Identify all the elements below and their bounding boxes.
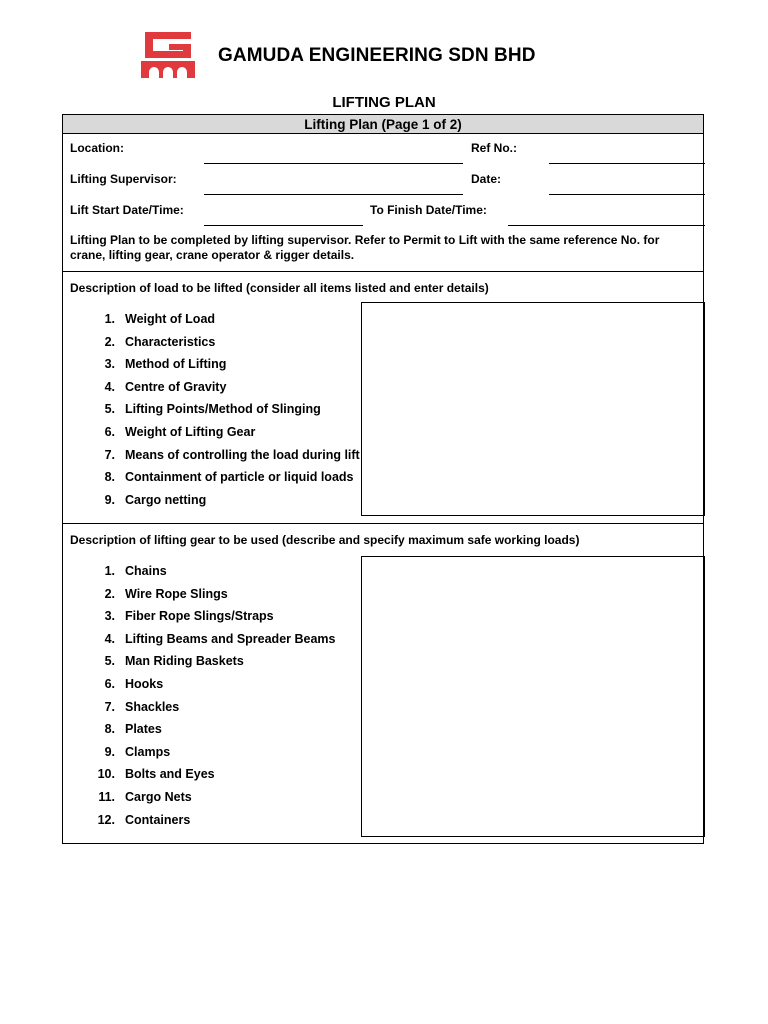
list-item <box>91 721 335 744</box>
ref-no-label: Ref No.: <box>471 141 517 155</box>
instruction-note: Lifting Plan to be completed by lifting supervisor. Refer to Permit to Lift with the same reference No. for crane, lifting gear, crane operator & rigger details. <box>70 233 660 262</box>
date-label: Date: <box>471 172 502 186</box>
list-item <box>91 334 360 357</box>
list-item-text: Wire Rope Slings <box>125 586 228 601</box>
gear-section-title: Description of lifting gear to be used (describe and specify maximum safe working loads) <box>70 533 580 547</box>
lifting-supervisor-label: Lifting Supervisor: <box>70 172 177 186</box>
list-item-number: 10. <box>97 767 115 782</box>
list-item-number: 7. <box>104 447 115 462</box>
list-item-text: Weight of Load <box>125 312 216 326</box>
location-field[interactable] <box>204 163 463 164</box>
list-item <box>91 676 335 699</box>
list-item <box>91 401 360 424</box>
list-item-number: 4. <box>104 631 115 646</box>
list-item-text: Clamps <box>125 744 171 759</box>
list-item-number: 1. <box>104 564 115 578</box>
date-field[interactable] <box>549 194 705 195</box>
lifting-supervisor-field[interactable] <box>204 194 463 195</box>
list-item-text: Man Riding Baskets <box>125 654 244 669</box>
list-item <box>91 424 360 447</box>
list-item-text: Fiber Rope Slings/Straps <box>125 609 274 624</box>
list-item-number: 4. <box>104 379 115 394</box>
list-item-text: Plates <box>125 722 162 737</box>
list-item <box>91 653 335 676</box>
form-header: Lifting Plan (Page 1 of 2) <box>63 115 703 134</box>
list-item <box>91 744 335 767</box>
list-item <box>91 608 335 631</box>
to-finish-field[interactable] <box>508 225 705 226</box>
list-item-text: Containment of particle or liquid loads <box>125 470 354 485</box>
list-item <box>91 699 335 722</box>
ref-no-field[interactable] <box>549 163 705 164</box>
list-item-number: 5. <box>104 402 115 417</box>
list-item-text: Containers <box>125 812 191 827</box>
location-label: Location: <box>70 141 124 155</box>
divider <box>63 523 703 524</box>
list-item-text: Cargo Nets <box>125 789 192 804</box>
list-item-text: Centre of Gravity <box>125 379 227 394</box>
list-item-text: Characteristics <box>125 334 216 349</box>
list-item <box>91 812 335 835</box>
list-item-number: 2. <box>104 334 115 349</box>
gear-details-box[interactable] <box>361 556 705 837</box>
list-item-text: Method of Lifting <box>125 357 227 372</box>
list-item <box>91 789 335 812</box>
list-item-text: Weight of Lifting Gear <box>125 424 256 439</box>
list-item-text: Shackles <box>125 699 180 714</box>
lifting-plan-form <box>62 114 704 844</box>
list-item <box>91 469 360 492</box>
list-item-number: 12. <box>97 812 115 827</box>
list-item-text: Bolts and Eyes <box>125 767 215 782</box>
list-item <box>91 356 360 379</box>
list-item <box>91 379 360 402</box>
list-item-text: Hooks <box>125 676 164 691</box>
list-item-text: Means of controlling the load during lift <box>125 447 360 462</box>
list-item-number: 2. <box>104 586 115 601</box>
list-item-number: 9. <box>104 744 115 759</box>
divider <box>63 271 703 272</box>
document-title: LIFTING PLAN <box>332 94 436 111</box>
load-details-box[interactable] <box>361 302 705 516</box>
load-items-list <box>91 311 360 514</box>
list-item-number: 3. <box>104 609 115 624</box>
list-item-number: 8. <box>104 722 115 737</box>
company-logo-icon <box>141 32 195 78</box>
list-item-number: 11. <box>98 789 115 804</box>
list-item-number: 3. <box>104 357 115 372</box>
list-item <box>91 631 335 654</box>
list-item-number: 1. <box>104 312 115 326</box>
company-name: GAMUDA ENGINEERING SDN BHD <box>218 45 536 66</box>
list-item-text: Lifting Beams and Spreader Beams <box>125 631 336 646</box>
list-item-number: 6. <box>104 676 115 691</box>
list-item-text: Chains <box>125 564 167 578</box>
list-item <box>91 311 360 334</box>
gear-items-list <box>91 563 335 834</box>
list-item-number: 9. <box>104 492 115 507</box>
load-section-title: Description of load to be lifted (consider all items listed and enter details) <box>70 281 489 295</box>
list-item-number: 6. <box>104 424 115 439</box>
list-item <box>91 766 335 789</box>
list-item-text: Cargo netting <box>125 492 207 507</box>
to-finish-label: To Finish Date/Time: <box>370 203 487 217</box>
lift-start-label: Lift Start Date/Time: <box>70 203 184 217</box>
lift-start-field[interactable] <box>204 225 363 226</box>
list-item-text: Lifting Points/Method of Slinging <box>125 402 321 417</box>
list-item <box>91 586 335 609</box>
list-item <box>91 492 360 515</box>
list-item <box>91 563 335 586</box>
list-item-number: 5. <box>104 654 115 669</box>
list-item <box>91 447 360 470</box>
list-item-number: 7. <box>104 699 115 714</box>
list-item-number: 8. <box>104 470 115 485</box>
